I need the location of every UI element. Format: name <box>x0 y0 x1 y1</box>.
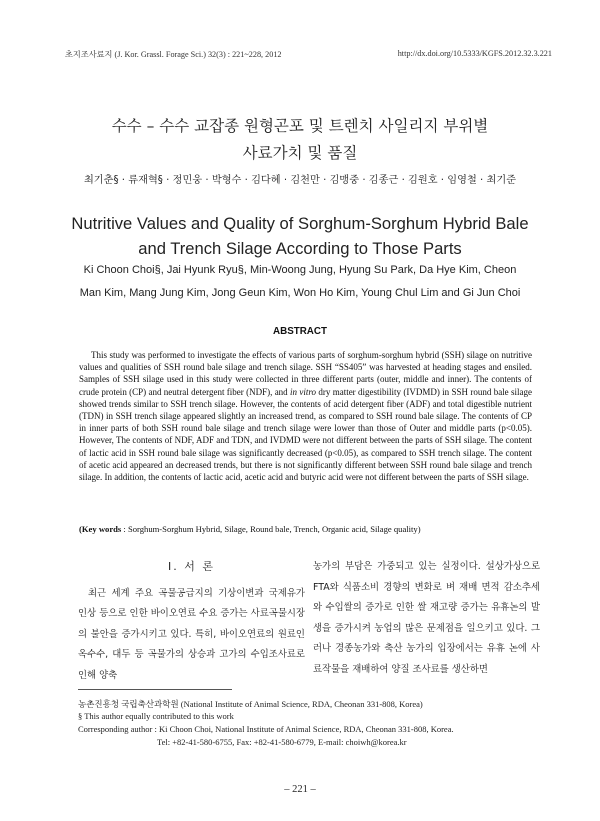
english-authors-line-2: Man Kim, Mang Jung Kim, Jong Geun Kim, Won Ho Kim, Young Chul Lim and Gi Jun Choi <box>79 287 521 299</box>
intro-left-paragraph: 최근 세계 주요 곡물공급지의 기상이변과 국제유가 인상 등으로 인한 바이오연료 수요 증가는 사료곡물시장의 불안을 증가시키고 있다. 특히, 바이오연료의 원료인 옥수수, 대두 등 곡물가의 상승과 고가의 수입조사료로 인해 양축 <box>78 587 305 681</box>
footnote-corresponding: Corresponding author : Ki Choon Choi, National Institute of Animal Science, RDA, Cheonan 331-808, Korea. <box>78 724 454 734</box>
doi-link[interactable]: http://dx.doi.org/10.5333/KGFS.2012.32.3.221 <box>397 49 552 58</box>
intro-right-paragraph: 농가의 부담은 가중되고 있는 실정이다. 설상가상으로 FTA와 식품소비 경향의 변화로 벼 재배 면적 감소추세와 수입쌀의 증가로 인한 쌀 재고량 증가는 유휴논의 발생을 증가시켜 농업의 많은 문제점을 일으키고 있다. 그러나 경종농가와 축산 농가의 입장에서는 유휴 논에 사료작물을 재배하여 양질 조사료를 생산하면 <box>313 561 540 675</box>
english-title-line-1: Nutritive Values and Quality of Sorghum-Sorghum Hybrid Bale <box>71 214 529 233</box>
footnote-affiliation: 농촌진흥청 국립축산과학원 (National Institute of Animal Science, RDA, Cheonan 331-808, Korea) <box>78 699 423 709</box>
running-header <box>65 49 552 60</box>
page-number: – 221 – <box>284 784 316 795</box>
abstract-text-2: dry matter digestibility (IVDMD) in SSH round bale silage showed trends similar to SSH trench silage. However, the contents of acid detergent fiber (ADF) and total digestible nutrient (TDN) in SSH trench silage appeared slightly an increased trend, as compared to SSH round bale silage. The contents of CP in inner parts of both SSH round bale silage and trench silage were lower than those of Outer and middle parts (p<0.05). However, The contents of NDF, ADF and TDN, and IVDMD were not different between the parts of SSH silage. The content of lactic acid in SSH round bale silage was significantly decreased (p<0.05), as compared to SSH trench silage. The content of acetic acid appeared an decreased trends, but there is not significantly different between SSH round bale silage and trench silage. In addition, the contents of lactic acid, acetic acid and butyric acid were not different between the parts of SSH silage. <box>79 386 533 483</box>
abstract-text-1: This study was performed to investigate the effects of various parts of sorghum-sorghum hybrid (SSH) silage on nutritive values and qualities of SSH round bale silage and trench silage. SSH “SS405” was harvested at heading stages and ensiled. Samples of SSH silage used in this study were collected in three different parts (outer, middle and inner). The contents of crude protein (CP) and neutral detergent fiber (NDF), and <box>79 350 532 397</box>
footnote-equal-contribution: § This author equally contributed to this work <box>78 711 234 721</box>
keywords-text: : Sorghum-Sorghum Hybrid, Silage, Round bale, Trench, Organic acid, Silage quality <box>121 524 418 534</box>
keywords: (Key words : Sorghum-Sorghum Hybrid, Silage, Round bale, Trench, Organic acid, Silage quality) <box>79 524 421 534</box>
korean-authors: 최기춘§ · 류재혁§ · 정민웅 · 박형수 · 김다혜 · 김천만 · 김맹중 · 김종근 · 김원호 · 임영철 · 최기준 <box>83 175 517 186</box>
right-column <box>313 557 540 681</box>
footnote-contact: Tel: +82-41-580-6755, Fax: +82-41-580-6779, E-mail: choiwh@korea.kr <box>157 737 407 747</box>
english-title-line-2: and Trench Silage According to Those Parts <box>138 239 462 258</box>
english-authors-line-1: Ki Choon Choi§, Jai Hyunk Ryu§, Min-Woong Jung, Hyung Su Park, Da Hye Kim, Cheon <box>83 264 517 276</box>
abstract-italic: in vitro <box>290 386 317 397</box>
journal-citation: 초지조사료지 (J. Kor. Grassl. Forage Sci.) 32(3) : 221~228, 2012 <box>65 50 282 59</box>
korean-title-line-1: 수수 – 수수 교잡종 원형곤포 및 트렌치 사일리지 부위별 <box>111 117 489 135</box>
section-heading-intro: Ⅰ. 서 론 <box>168 560 215 573</box>
keywords-label: Key words <box>81 524 122 534</box>
abstract-heading: ABSTRACT <box>273 326 327 337</box>
left-column <box>78 557 305 687</box>
abstract-body <box>79 349 532 483</box>
footnote-divider <box>78 689 232 690</box>
korean-title-line-2: 사료가치 및 품질 <box>242 144 358 162</box>
